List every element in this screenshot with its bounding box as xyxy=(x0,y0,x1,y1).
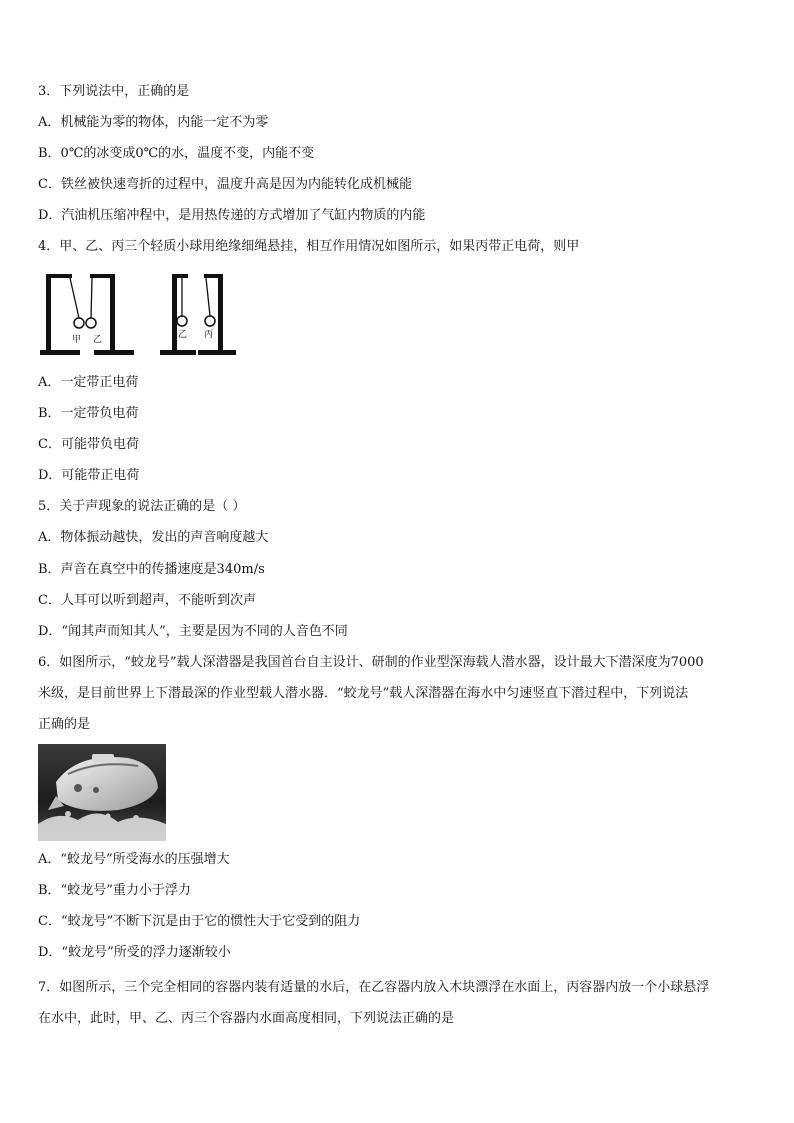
question-5-option-a: A．物体振动越快，发出的声音响度越大 xyxy=(38,530,269,545)
question-6-option-c: C．“蛟龙号”不断下沉是由于它的惯性大于它受到的阻力 xyxy=(38,914,361,929)
question-3-stem: 3．下列说法中，正确的是 xyxy=(38,84,190,99)
charged-balls-figure xyxy=(38,268,238,360)
question-3-option-a: A．机械能为零的物体，内能一定不为零 xyxy=(38,115,269,130)
question-6-option-d: D．“蛟龙号”所受的浮力逐渐较小 xyxy=(38,945,231,960)
question-4-stem: 4．甲、乙、丙三个轻质小球用绝缘细绳悬挂，相互作用情况如图所示，如果丙带正电荷，则甲 xyxy=(38,239,580,254)
question-6-stem-line-1: 6．如图所示，“蛟龙号”载人深潜器是我国首台自主设计、研制的作业型深海载人潜水器，设计最大下潜深度为7000 xyxy=(38,655,704,670)
stand-yi-bing xyxy=(160,274,236,355)
label-bing: 丙 xyxy=(204,330,214,340)
question-5-stem: 5．关于声现象的说法正确的是（ ） xyxy=(38,499,246,514)
question-6-stem-line-2: 米级，是目前世界上下潜最深的作业型载人潜水器．“蛟龙号”载人深潜器在海水中匀速竖直下潜过程中，下列说法 xyxy=(38,686,689,701)
label-yi-right: 乙 xyxy=(178,330,188,340)
submersible-photo xyxy=(38,744,166,841)
question-5-option-c: C．人耳可以听到超声，不能听到次声 xyxy=(38,593,256,608)
question-4-option-c: C．可能带负电荷 xyxy=(38,437,139,452)
label-yi-left: 乙 xyxy=(93,335,103,345)
question-3-option-d: D．汽油机压缩冲程中，是用热传递的方式增加了气缸内物质的内能 xyxy=(38,208,426,223)
question-7-stem-line-1: 7．如图所示，三个完全相同的容器内装有适量的水后，在乙容器内放入木块漂浮在水面上，丙容器内放一个小球悬浮 xyxy=(38,980,710,995)
question-5-option-d: D．“闻其声而知其人”，主要是因为不同的人音色不同 xyxy=(38,624,348,639)
question-6-option-a: A．“蛟龙号”所受海水的压强增大 xyxy=(38,852,230,867)
question-6-option-b: B．“蛟龙号”重力小于浮力 xyxy=(38,883,191,898)
question-4-option-a: A．一定带正电荷 xyxy=(38,375,139,390)
question-3-option-b: B．0℃的冰变成0℃的水，温度不变，内能不变 xyxy=(38,146,315,161)
question-6-stem-line-3: 正确的是 xyxy=(38,717,91,732)
stand-jia-yi xyxy=(40,274,134,355)
question-3-option-c: C．铁丝被快速弯折的过程中，温度升高是因为内能转化成机械能 xyxy=(38,177,412,192)
question-5-option-b: B．声音在真空中的传播速度是340m/s xyxy=(38,562,265,577)
label-jia: 甲 xyxy=(72,335,82,345)
question-7-stem-line-2: 在水中，此时，甲、乙、丙三个容器内水面高度相同，下列说法正确的是 xyxy=(38,1011,455,1026)
question-4-option-b: B．一定带负电荷 xyxy=(38,406,139,421)
question-4-option-d: D．可能带正电荷 xyxy=(38,468,140,483)
